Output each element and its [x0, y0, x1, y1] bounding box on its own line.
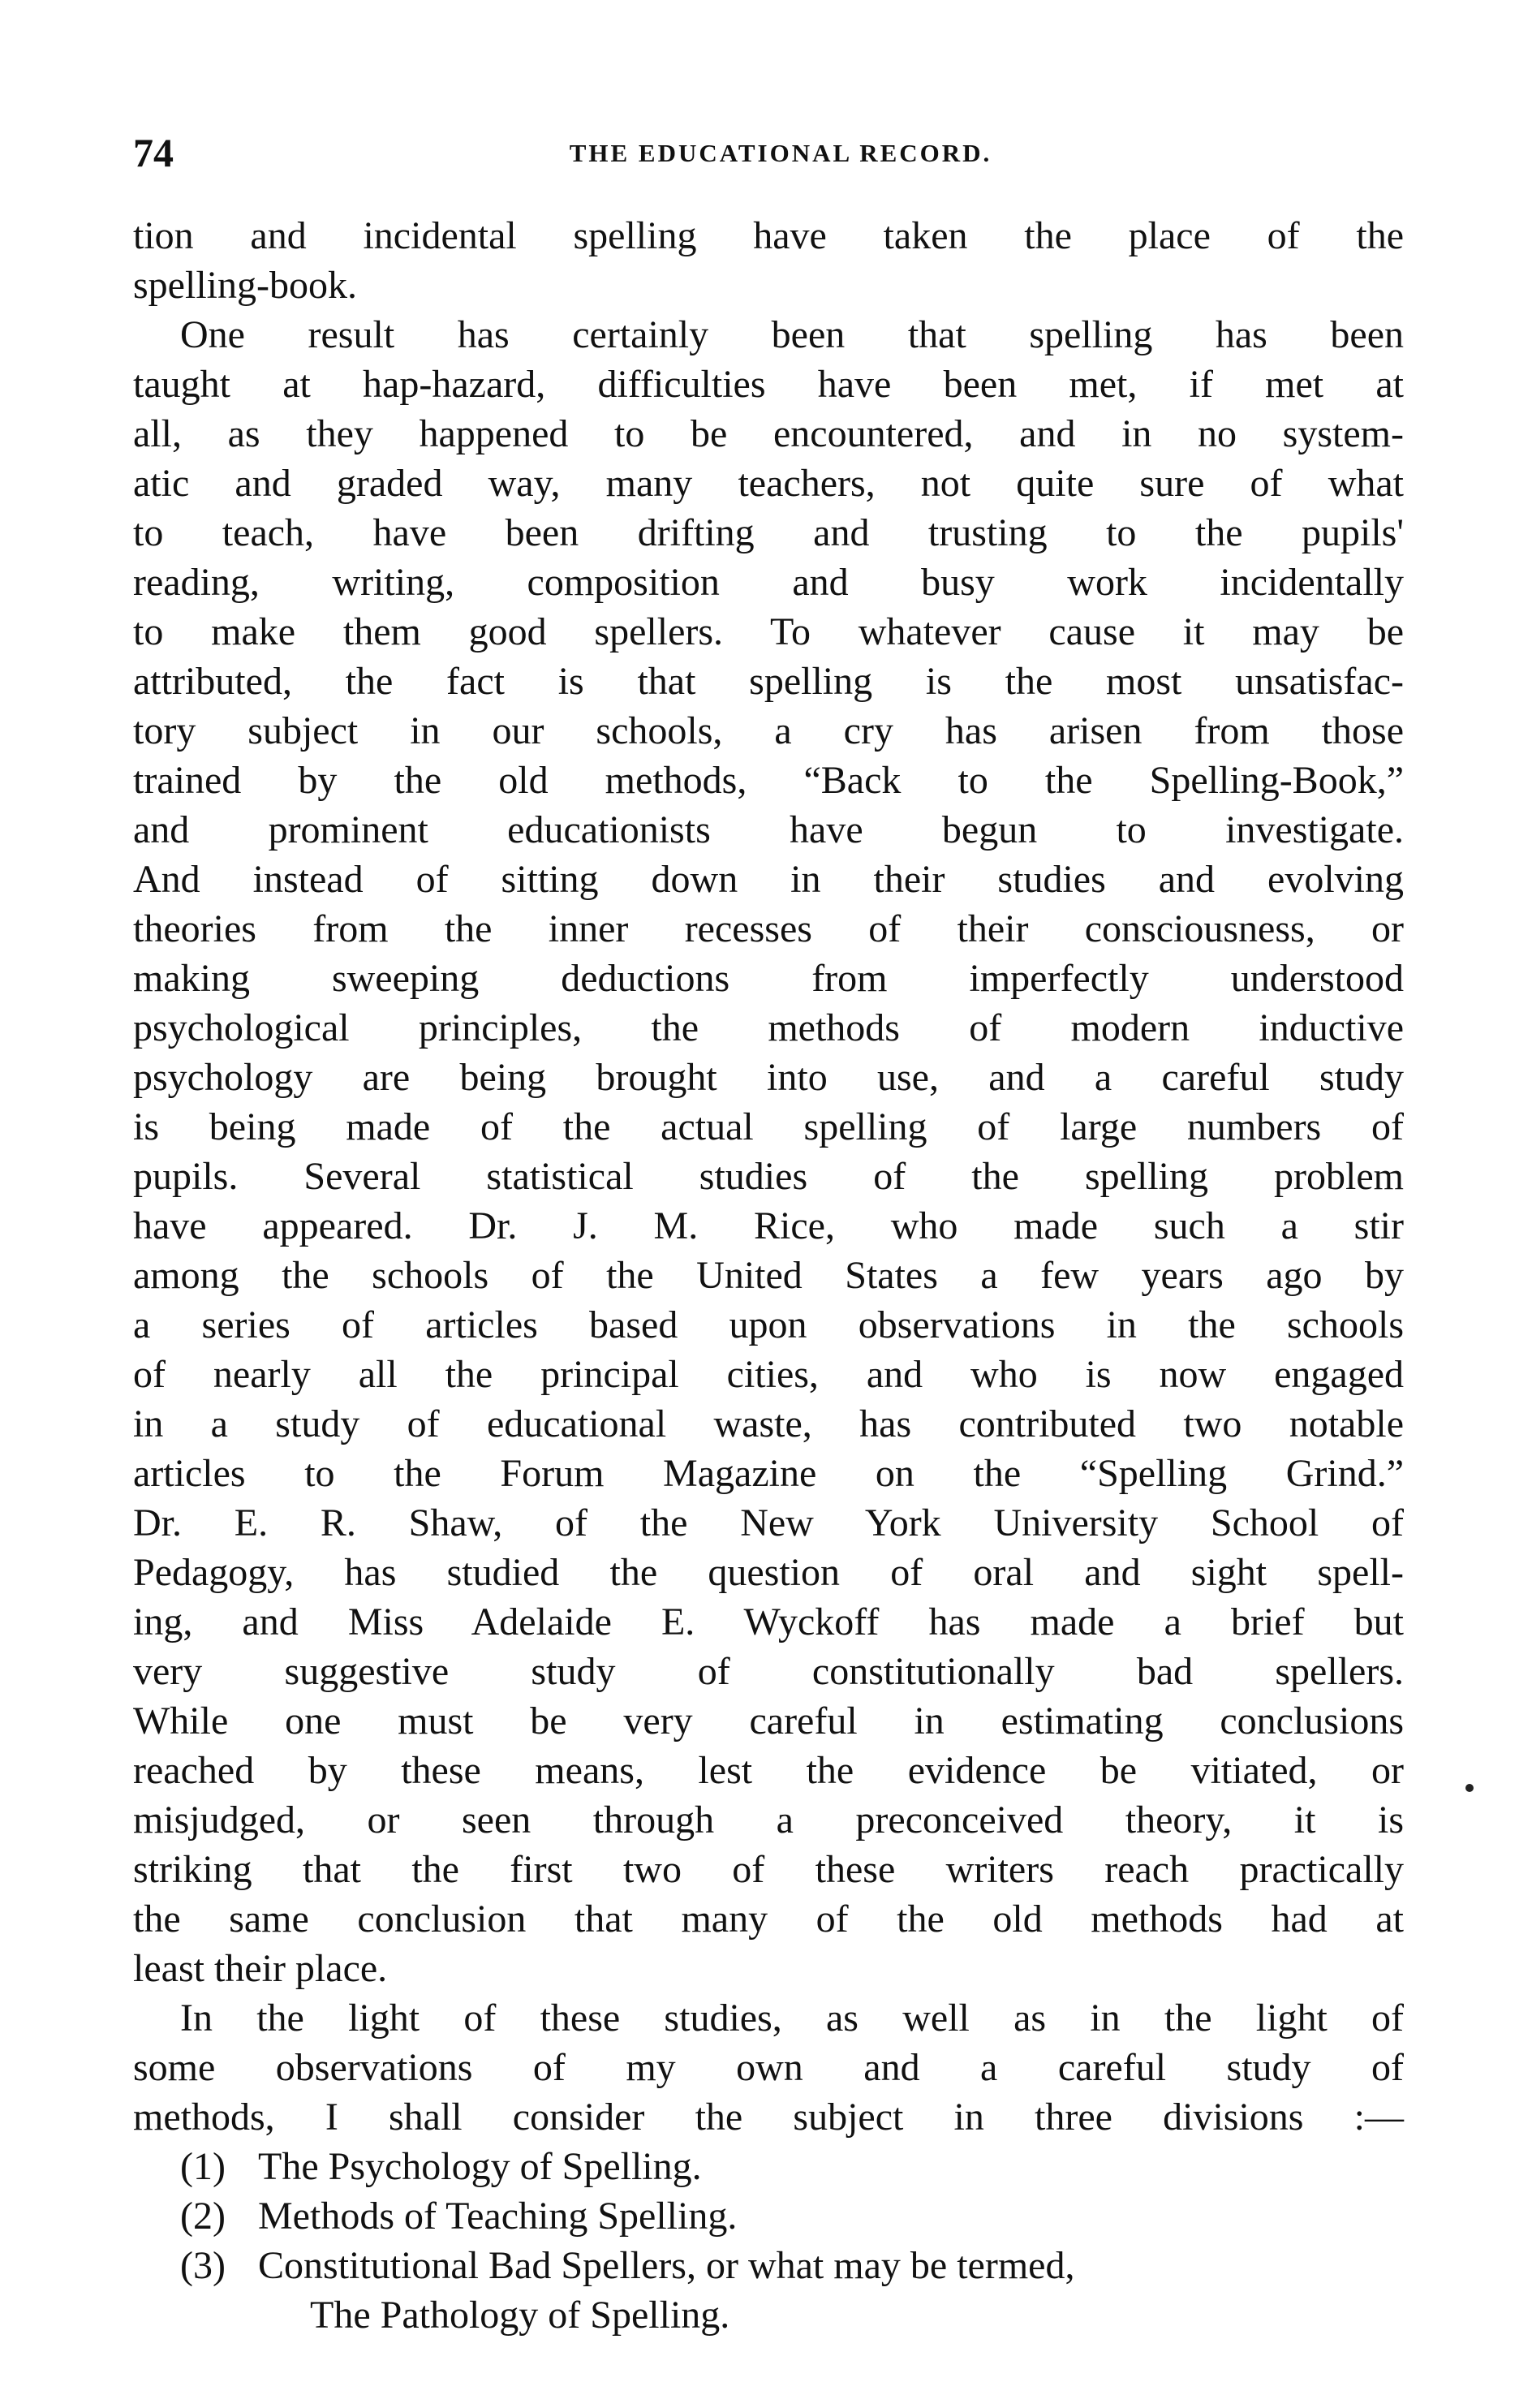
text-line: and prominent educationists have begun to investigate. — [133, 808, 1404, 851]
text-line: taught at hap-hazard, difficulties have been met, if met at — [133, 363, 1404, 406]
text-line: reading, writing, composition and busy work incidentally — [133, 561, 1404, 604]
text-line: trained by the old methods, “Back to the Spelling-Book,” — [133, 759, 1404, 802]
text-line: articles to the Forum Magazine on the “Spelling Grind.” — [133, 1452, 1404, 1495]
page-number: 74 — [133, 130, 174, 175]
text-line: very suggestive study of constitutionally bad spellers. — [133, 1650, 1404, 1693]
text-line: striking that the first two of these writers reach practically — [133, 1848, 1404, 1891]
text-line: One result has certainly been that spelling has been — [180, 313, 1404, 356]
margin-dot — [1465, 1784, 1474, 1792]
text-line: reached by these means, lest the evidence be vitiated, or — [133, 1749, 1404, 1792]
text-line: least their place. — [133, 1947, 388, 1990]
text-line: of nearly all the principal cities, and who is now engaged — [133, 1353, 1404, 1396]
text-line: While one must be very careful in estimating conclusions — [133, 1699, 1404, 1742]
list-item — [133, 2241, 1404, 2290]
list-text: Methods of Teaching Spelling. — [258, 2195, 738, 2238]
list-item — [133, 2191, 1404, 2241]
list-text: Constitutional Bad Spellers, or what may be termed, — [258, 2244, 1075, 2287]
text-line: Pedagogy, has studied the question of oral and sight spell- — [133, 1551, 1404, 1594]
text-line: to make them good spellers. To whatever cause it may be — [133, 610, 1404, 653]
text-line: is being made of the actual spelling of large numbers of — [133, 1105, 1404, 1148]
text-line: pupils. Several statistical studies of the spelling problem — [133, 1155, 1404, 1198]
list-number: (3) — [180, 2244, 226, 2287]
list-text: The Psychology of Spelling. — [258, 2145, 702, 2188]
text-line: misjudged, or seen through a preconceived theory, it is — [133, 1798, 1404, 1842]
text-line: tory subject in our schools, a cry has arisen from those — [133, 709, 1404, 752]
text-line: a series of articles based upon observations in the schools — [133, 1303, 1404, 1346]
text-line: theories from the inner recesses of their consciousness, or — [133, 907, 1404, 950]
running-head — [133, 128, 1404, 177]
text-line: ing, and Miss Adelaide E. Wyckoff has made a brief but — [133, 1600, 1404, 1643]
divisions-list — [133, 2142, 1404, 2340]
text-line: spelling-book. — [133, 264, 357, 307]
text-line: have appeared. Dr. J. M. Rice, who made such a stir — [133, 1204, 1404, 1247]
list-item-continuation: The Pathology of Spelling. — [310, 2294, 730, 2337]
journal-title: THE EDUCATIONAL RECORD. — [569, 139, 992, 167]
text-line: In the light of these studies, as well as in the light of — [180, 1997, 1404, 2040]
text-line: all, as they happened to be encountered, and in no system- — [133, 412, 1404, 455]
text-line: methods, I shall consider the subject in three divisions :— — [133, 2096, 1404, 2139]
list-item — [133, 2142, 1404, 2191]
text-line: the same conclusion that many of the old methods had at — [133, 1898, 1404, 1941]
text-line: attributed, the fact is that spelling is the most unsatisfac- — [133, 660, 1404, 703]
page — [133, 128, 1404, 2340]
list-number: (2) — [180, 2195, 226, 2238]
text-line: tion and incidental spelling have taken the place of the — [133, 214, 1404, 257]
text-line: psychological principles, the methods of modern inductive — [133, 1006, 1404, 1049]
paragraph-3 — [133, 1993, 1404, 2142]
text-line: And instead of sitting down in their studies and evolving — [133, 858, 1404, 901]
text-line: making sweeping deductions from imperfectly understood — [133, 957, 1404, 1000]
text-line: in a study of educational waste, has contributed two notable — [133, 1402, 1404, 1445]
text-line: to teach, have been drifting and trusting to the pupils' — [133, 511, 1404, 554]
text-line: some observations of my own and a careful study of — [133, 2046, 1404, 2089]
paragraph-1 — [133, 211, 1404, 310]
text-line: among the schools of the United States a few years ago by — [133, 1254, 1404, 1297]
text-line: psychology are being brought into use, and a careful study — [133, 1056, 1404, 1099]
paragraph-2 — [133, 310, 1404, 1993]
text-line: atic and graded way, many teachers, not quite sure of what — [133, 462, 1404, 505]
text-line: Dr. E. R. Shaw, of the New York University School of — [133, 1501, 1404, 1544]
list-number: (1) — [180, 2145, 226, 2188]
